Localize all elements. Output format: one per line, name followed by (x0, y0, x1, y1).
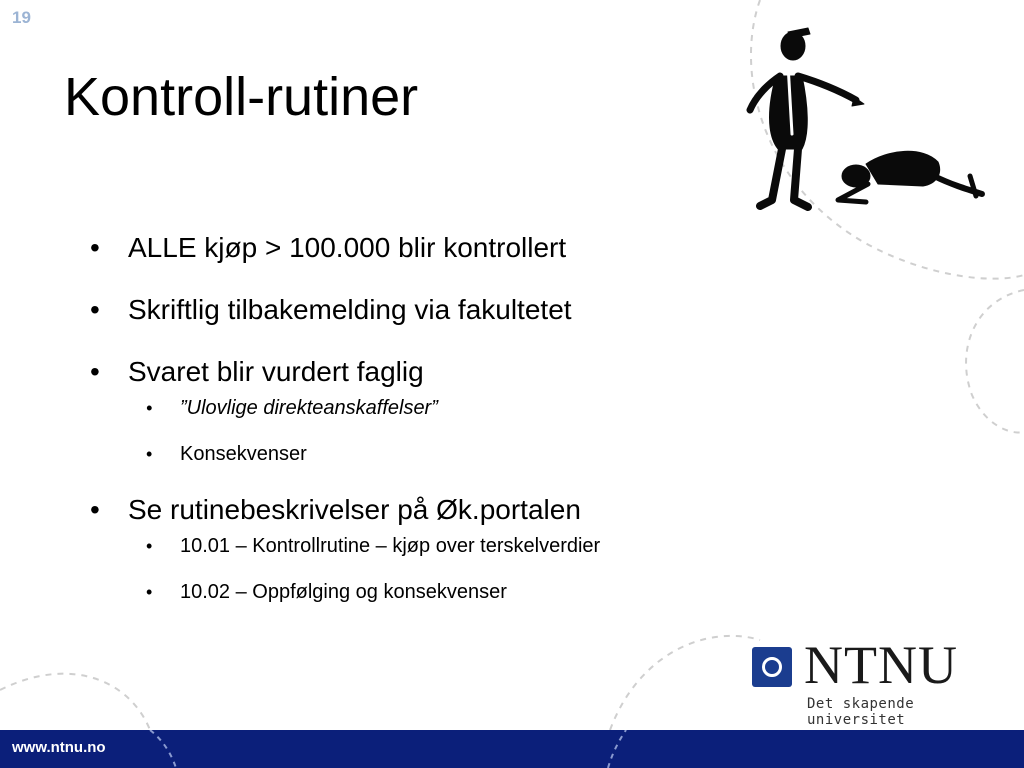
sub-bullet-text: 10.02 – Oppfølging og konsekvenser (180, 581, 507, 603)
footer-bar (0, 730, 1024, 768)
bullet-item (90, 228, 770, 268)
sub-bullet-text: 10.01 – Kontrollrutine – kjøp over terskelverdier (180, 535, 601, 557)
bullet-list (90, 228, 770, 628)
sub-bullet-item (146, 394, 770, 422)
footer-url-link[interactable]: www.ntnu.no (12, 739, 106, 756)
sub-bullet-text: Konsekvenser (180, 443, 307, 465)
sub-bullet-list (128, 394, 770, 468)
sub-bullet-item (146, 440, 770, 468)
sub-bullet-list (128, 532, 770, 606)
bullet-text: ALLE kjøp > 100.000 blir kontrollert (128, 232, 567, 263)
bullet-text: Skriftlig tilbakemelding via fakultetet (128, 294, 572, 325)
bullet-item (90, 490, 770, 606)
ntnu-logo-square-icon (752, 647, 792, 687)
ntnu-logo (752, 635, 1002, 728)
boss-pointing-clipart-icon (738, 24, 994, 220)
bullet-text: Svaret blir vurdert faglig (128, 356, 424, 387)
bullet-text: Se rutinebeskrivelser på Øk.portalen (128, 494, 581, 525)
footer-dashed-arcs (0, 730, 1024, 768)
slide-number: 19 (12, 8, 31, 27)
logo-tagline: Det skapende universitet (807, 696, 915, 728)
slide-title: Kontroll-rutiner (64, 67, 419, 127)
sub-bullet-item (146, 532, 770, 560)
sub-bullet-item (146, 578, 770, 606)
sub-bullet-text: ”Ulovlige direkteanskaffelser” (180, 397, 438, 419)
bullet-item (90, 352, 770, 468)
logo-name: NTNU (804, 635, 958, 695)
bullet-item (90, 290, 770, 330)
